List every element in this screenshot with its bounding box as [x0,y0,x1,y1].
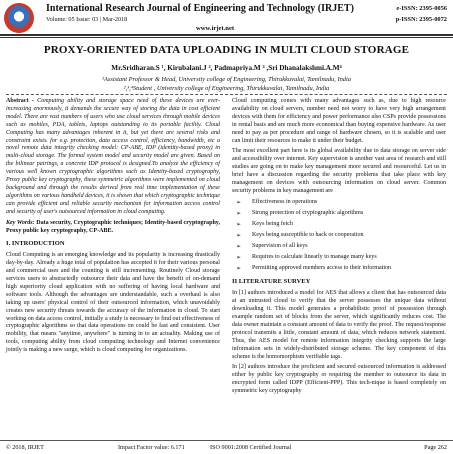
list-item: ➢ Keys being susceptible to hack or cooperation [248,232,446,240]
literature-heading: II LITERATURE SURVEY [232,278,311,286]
irjet-logo-icon [4,3,34,33]
pissn: p-ISSN: 2395-0072 [395,16,447,23]
footer-impact-factor: Impact Factor value: 6.171 [118,444,185,451]
affiliation-1: ¹Assistant Professor & Head, University college of Engineering, Thirukkuvalai, Tamilnadu, India [102,76,351,83]
left-column [6,98,220,358]
journal-website[interactable]: www.irjet.net [196,25,235,32]
list-item: ➢ Requires to calculate linearly to manage many keys [248,254,446,262]
right-column [232,98,446,399]
journal-title: International Research Journal of Engineering and Technology (IRJET) [46,3,354,14]
header-rule-thin [0,37,453,38]
literature-paragraph-1: In [1] authors introduced a model for AES that allows a client that has outsourced data at an untrusted cloud to verify that the server possesses the unique data without downloading it. This model generates a probabilistic proof of possession through example random set of blocks from the server, which significantly reduces cost. The data owner maintain a constant amount of data to verify the proof. The request/response protocol transmits a little, constant amount of data, which reduces network statement. Thus, the AES model for remote information integrity checking supports the large information sets in widely-distributed storage scheme. The key component of this scheme is the homomorphism verifiable tags. [232,290,446,360]
list-item: ➢ Keys being fetch [248,221,446,229]
abstract-text: Computing ability and storage space need of these devices are ever-increasing enormously, it demands the secure way of storing the data in cost efficient model. There are vast numbers of users who use cloud services through mobile devices such as mobiles, PDA, tablets, laptops outstanding to its portable facility. Cloud Computing has many advantages inherent in it, but yet there are several risks and constraint exists. for e.g. protection, data access control, efficiency, bandwidth, etc a novel remote data integrity checking model: CP-ABE, IDP (identity-based proxy) in multi-cloud storage. The formal system model and security model are given. Based on the bilinear pairings, a concrete IDP protocol is designed.To analyze the efficiency of various well known cryptographic algorithms such as Identity-based cryptography, Proxy public key cryptography, these symmetric algorithms were implemented on cloud background and through the results derived from real time implementation of these algorithms on various handheld devices, it is shown that which cryptographic technique can provide efficient and reliable security mechanism for information access control and security of user's outsourced information in cloud computing. [6,98,220,215]
volume-line: Volume: 05 Issue: 03 | Mar-2018 [46,16,128,23]
journal-header [0,0,453,36]
paper-authors: Mr.Sridharan.S ¹, Kirubalani.J ², Padmapriya.M ³ ,Sri Dhanalakshmi.A.M⁴ [111,64,342,72]
abstract [6,98,220,217]
list-item: ➢ Supervision of all keys [248,243,446,251]
paper-title: PROXY-ORIENTED DATA UPLOADING IN MULTI CLOUD STORAGE [43,44,410,56]
right-paragraph-1: Cloud computing comes with many advantages such as, due to high resource availability on cloud servers, number need not worry to have very high arrangement devices with them for efficiency and power performance also CSPs provide possessions in rental basis and are much more economical than buying expensive hardware. As user need to pay as per procedure and range of hardware chosen, so it is scalable and user can limit their resources to make it under their budget. [232,98,446,144]
list-item: ➢ Permitting approved members access to their information [248,265,446,273]
intro-heading: I. INTRODUCTION [6,240,65,248]
right-paragraph-2: The most excellent part here is its global availability due to data storage on server side and accessibility over internet. Key supervision is another vast area of research and still studies are going on to make key management more secured and resourceful. Let us in brief have a discussion regarding the security problems that take place with key management on devices with outsourcing information on cloud server. Common security problems in key management are [232,148,446,194]
affiliation-2: ²,³,⁴Student , University college of Engineering, Thirukkuvalai, Tamilnadu, India [123,85,330,92]
header-rule [0,34,453,36]
list-item: ➢ Strong protection of cryptographic algorithms [248,210,446,218]
footer-page-number: Page 262 [424,444,447,451]
eissn: e-ISSN: 2395-0056 [396,5,447,12]
keywords [6,220,220,236]
keywords-label: Key Words: [6,219,35,226]
abstract-label: Abstract - [6,98,34,104]
title-separator [6,94,447,95]
keywords-text: Data security, Cryptographic techniques; Identity-based cryptography, Proxy public key cryptography, CP-ABE. [6,219,221,234]
literature-paragraph-2: In [2] authors introduce the proficient and secured outsourced information is addressed either by public key cryptography or requiring the member to outsource its data in encrypted form called IDPP (Efficient-PPP). This tech-nique is based completely on symmetric key cryptography [232,364,446,395]
security-problems-list [232,199,446,273]
list-item: ➢ Effectiveness in operations [248,199,446,207]
footer-iso: ISO 9001:2008 Certified Journal [210,444,292,451]
intro-paragraph: Cloud Computing is an emerging knowledge and its popularity is increasing drastically day-by-day. Already a huge total of population has accepted it for their various personal and commercial uses and the counting is still incrementing. Routinely Cloud storage services users to abstractedly outsource their data and have the benefit of on-demand high superiority cloud application with no suffering of having local hardware and software tools. Although the advantages are understandable, such a overhaul is also taking up users' physical control of their outsourced information, which unavoidably creates new security threats towards the accuracy of the information in cloud. To start working on data access control, initially a study is necessary to find out effectiveness of cryptographic algorithms so that data operations on could be fast and consistent. User mobility, that means "anytime, anywhere" is turning in to an actuality. Making use of tools, computing ability from cloud computing technology and Internet convenience jointly is making a new surge, which is cloud computing for organizations. [6,252,220,354]
page-footer [0,440,453,454]
footer-copyright: © 2018, IRJET [6,444,44,451]
